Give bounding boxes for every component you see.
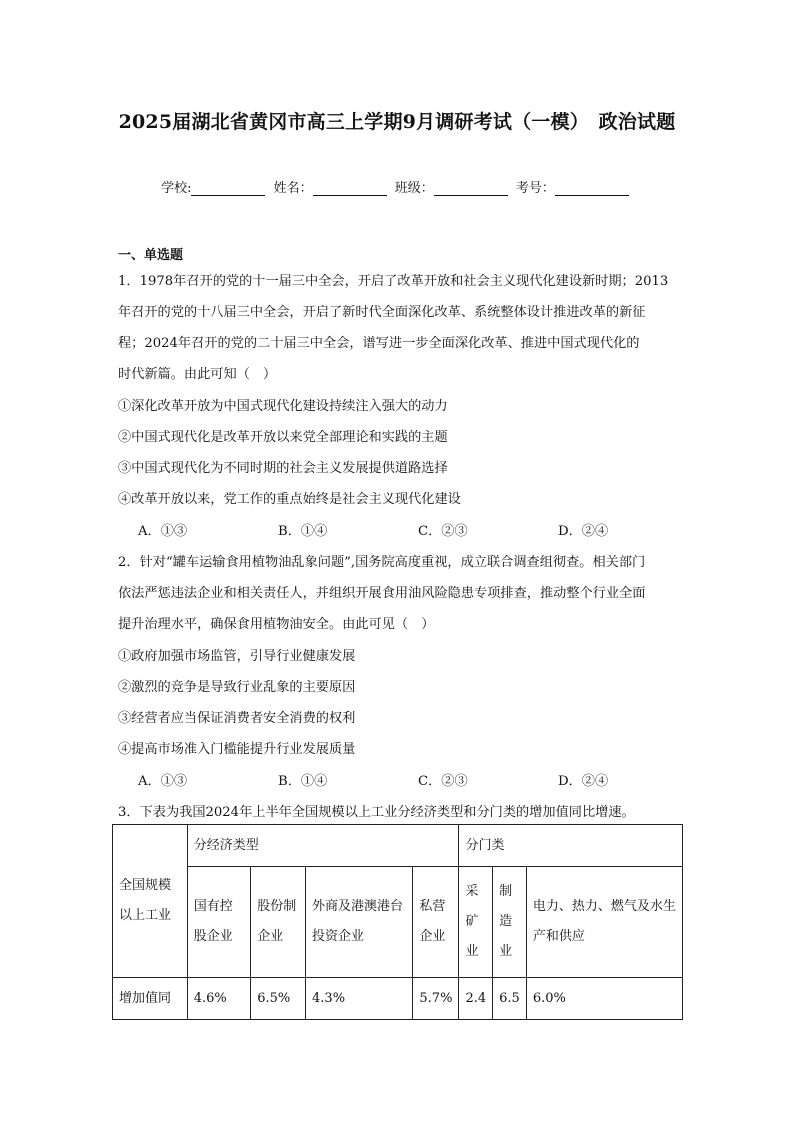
table-cell: 2.4	[459, 978, 493, 1020]
q2-stem-line: 依法严惩违法企业和相关责任人，并组织开展食用油风险隐患专项排查，推动整个行业全面	[118, 586, 646, 601]
q1-stem-line: 程；2024年召开的党的二十届三中全会，谱写进一步全面深化改革、推进中国式现代化的	[118, 336, 640, 351]
q1-stem-line: 年召开的党的十八届三中全会，开启了新时代全面深化改革、系统整体设计推进改革的新征	[118, 305, 646, 320]
q1-item: ③中国式现代化为不同时期的社会主义发展提供道路选择	[118, 461, 448, 476]
q1-option-c[interactable]: C．②③	[418, 524, 468, 539]
table-cell: 6.0%	[526, 978, 682, 1020]
table-cell: 6.5%	[251, 978, 306, 1020]
number-label: 考号：	[515, 181, 555, 196]
q2-item: ①政府加强市场监管，引导行业健康发展	[118, 649, 356, 664]
page-title: 2025届湖北省黄冈市高三上学期9月调研考试（一模） 政治试题	[118, 111, 676, 133]
table-column-header: 国有控股企业	[187, 867, 251, 978]
q2-option-a[interactable]: A．①③	[138, 774, 188, 789]
q1-option-b[interactable]: B．①④	[278, 524, 328, 539]
q3-stem-line: 3．下表为我国2024年上半年全国规模以上工业分经济类型和分门类的增加值同比增速。	[118, 805, 635, 820]
table-cell: 5.7%	[413, 978, 459, 1020]
student-info	[0, 177, 794, 196]
q2-item: ④提高市场准入门槛能提升行业发展质量	[118, 742, 356, 757]
q1-stem-line: 时代新篇。由此可知（ ）	[118, 367, 277, 382]
q1-stem-line: 1．1978年召开的党的十一届三中全会，开启了改革开放和社会主义现代化建设新时期；2013	[118, 274, 669, 289]
school-blank[interactable]	[191, 183, 265, 196]
table-cell: 6.5	[493, 978, 527, 1020]
q1-item: ①深化改革开放为中国式现代化建设持续注入强大的动力	[118, 399, 448, 414]
q2-stem-line: 提升治理水平，确保食用植物油安全。由此可见（ ）	[118, 617, 435, 632]
table-row-label: 增加值同	[113, 978, 188, 1020]
table-column-header: 外商及港澳港台投资企业	[306, 867, 413, 978]
q2-option-b[interactable]: B．①④	[278, 774, 328, 789]
q1-item: ②中国式现代化是改革开放以来党全部理论和实践的主题	[118, 430, 448, 445]
q2-stem-line: 2．针对“罐车运输食用植物油乱象问题”,国务院高度重视，成立联合调查组彻查。相关部门	[118, 555, 646, 570]
table-cell: 4.3%	[306, 978, 413, 1020]
q1-options	[138, 520, 698, 539]
class-label: 班级：	[394, 181, 434, 196]
growth-table	[112, 824, 683, 1020]
q1-option-d[interactable]: D．②④	[558, 524, 609, 539]
table-column-header: 私营企业	[413, 867, 459, 978]
school-label: 学校:	[161, 181, 192, 196]
q2-options	[138, 770, 698, 789]
table-column-header: 采矿业	[459, 867, 493, 978]
table-column-header: 制造业	[493, 867, 527, 978]
section-heading: 一、单选题	[118, 248, 184, 263]
table-corner-cell: 全国规模以上工业	[113, 825, 188, 978]
table-group-header: 分门类	[459, 825, 683, 867]
table-column-header: 股份制企业	[251, 867, 306, 978]
q2-option-c[interactable]: C．②③	[418, 774, 468, 789]
table-group-header: 分经济类型	[187, 825, 459, 867]
q1-item: ④改革开放以来，党工作的重点始终是社会主义现代化建设	[118, 492, 461, 507]
q2-item: ②激烈的竞争是导致行业乱象的主要原因	[118, 680, 356, 695]
q1-option-a[interactable]: A．①③	[138, 524, 188, 539]
table-column-header: 电力、热力、燃气及水生产和供应	[526, 867, 682, 978]
q2-option-d[interactable]: D．②④	[558, 774, 609, 789]
q2-item: ③经营者应当保证消费者安全消费的权利	[118, 711, 356, 726]
table-cell: 4.6%	[187, 978, 251, 1020]
class-blank[interactable]	[434, 183, 508, 196]
number-blank[interactable]	[555, 183, 629, 196]
name-label: 姓名：	[273, 181, 313, 196]
name-blank[interactable]	[313, 183, 387, 196]
